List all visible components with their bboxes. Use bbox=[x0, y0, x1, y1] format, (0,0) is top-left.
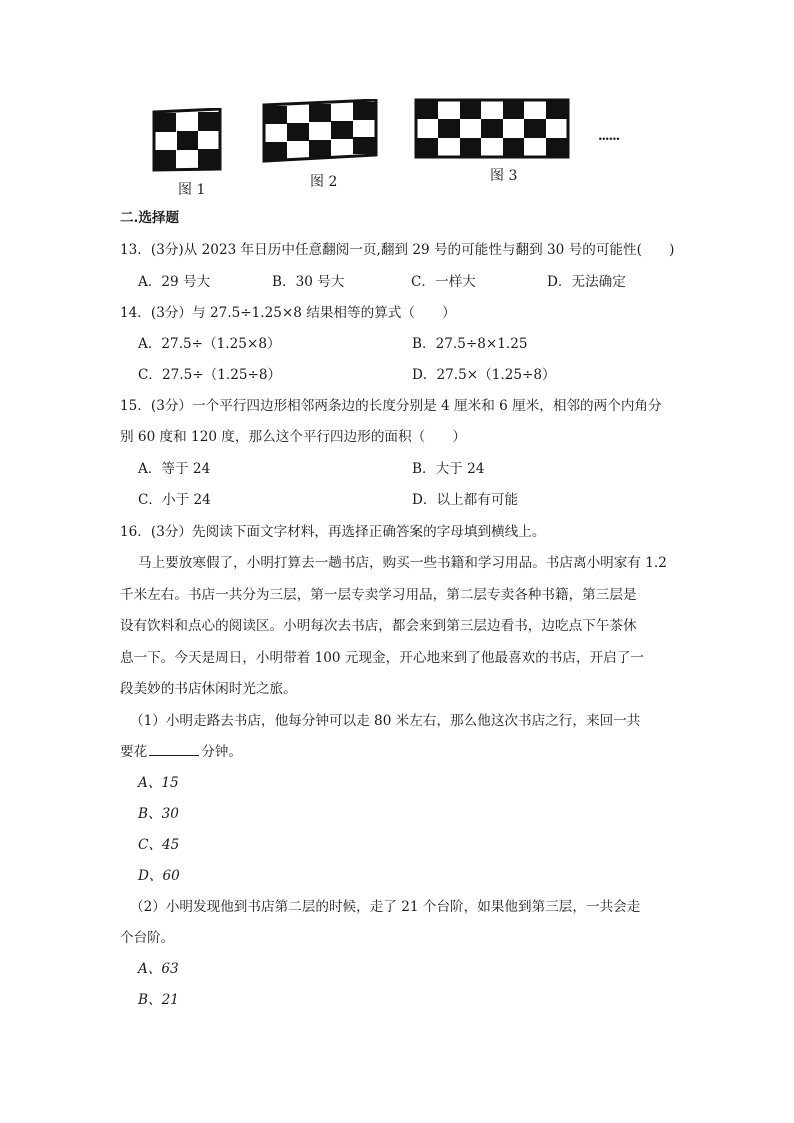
q14-option-d: D．27.5×（1.25÷8） bbox=[412, 367, 556, 383]
sub2-option-a: A、63 bbox=[138, 961, 179, 977]
sub-question-2-line2: 个台阶。 bbox=[120, 930, 175, 946]
figure-2-pattern bbox=[264, 100, 376, 161]
sub1-option-d: D、60 bbox=[138, 868, 180, 884]
question-16-stem: 16．(3分）先阅读下面文字材料，再选择正确答案的字母填到横线上。 bbox=[120, 524, 546, 540]
q13-option-b: B．30 号大 bbox=[272, 274, 345, 290]
figure-1-pattern bbox=[154, 109, 220, 170]
question-15-stem-line1: 15．(3分）一个平行四边形相邻两条边的长度分别是 4 厘米和 6 厘米，相邻的两个内角分 bbox=[120, 398, 662, 414]
passage-line-5: 段美妙的书店休闲时光之旅。 bbox=[120, 681, 297, 697]
question-13-stem: 13．(3分)从 2023 年日历中任意翻阅一页,翻到 29 号的可能性与翻到 30 号的可能性( ) bbox=[120, 242, 675, 258]
answer-blank[interactable] bbox=[149, 743, 199, 756]
question-14-stem: 14．(3分）与 27.5÷1.25×8 结果相等的算式（ ） bbox=[120, 305, 456, 321]
passage-line-1: 马上要放寒假了，小明打算去一趟书店，购买一些书籍和学习用品。书店离小明家有 1.2 bbox=[138, 555, 667, 571]
passage-line-2: 千米左右。书店一共分为三层，第一层专卖学习用品，第二层专卖各种书籍，第三层是 bbox=[120, 587, 637, 603]
q14-option-a: A．27.5÷（1.25×8） bbox=[138, 336, 281, 352]
q15-option-c: C．小于 24 bbox=[138, 492, 211, 508]
q13-option-d: D．无法确定 bbox=[547, 274, 626, 290]
figure-1-label: 图 1 bbox=[178, 182, 206, 198]
q15-option-b: B．大于 24 bbox=[412, 461, 485, 477]
figure-3 bbox=[414, 98, 570, 160]
q14-option-b: B．27.5÷8×1.25 bbox=[412, 336, 528, 352]
sub1-option-b: B、30 bbox=[138, 806, 179, 822]
figure-1 bbox=[152, 108, 222, 172]
ellipsis: ...... bbox=[598, 129, 620, 144]
sub-question-1-line1: （1）小明走路去书店，他每分钟可以走 80 米左右，那么他这次书店之行，来回一共 bbox=[130, 713, 641, 729]
figure-3-label: 图 3 bbox=[490, 168, 518, 184]
q14-option-c: C．27.5÷（1.25÷8） bbox=[138, 367, 282, 383]
q13-option-a: A．29 号大 bbox=[138, 274, 211, 290]
sub1-option-a: A、15 bbox=[138, 775, 179, 791]
section-title: 二.选择题 bbox=[120, 210, 180, 226]
passage-line-3: 设有饮料和点心的阅读区。小明每次去书店，都会来到第三层边看书，边吃点下午茶休 bbox=[120, 618, 637, 634]
sub2-option-b: B、21 bbox=[138, 992, 179, 1008]
figure-2-label: 图 2 bbox=[310, 174, 338, 190]
sub-question-1-prefix: 要花 bbox=[120, 744, 148, 760]
question-15-stem-line2: 别 60 度和 120 度，那么这个平行四边形的面积（ ） bbox=[120, 429, 466, 445]
figure-2 bbox=[262, 99, 378, 163]
sub-question-1-line2 bbox=[120, 740, 242, 760]
passage-line-4: 息一下。今天是周日，小明带着 100 元现金，开心地来到了他最喜欢的书店，开启了一 bbox=[120, 650, 644, 666]
q13-option-c: C．一样大 bbox=[411, 274, 476, 290]
sub-question-2-line1: （2）小明发现他到书店第二层的时候，走了 21 个台阶，如果他到第三层，一共会走 bbox=[130, 899, 641, 915]
sub-question-1-suffix: 分钟。 bbox=[201, 744, 242, 760]
q15-option-d: D．以上都有可能 bbox=[412, 492, 519, 508]
sub1-option-c: C、45 bbox=[138, 837, 180, 853]
q15-option-a: A．等于 24 bbox=[138, 461, 211, 477]
figure-3-pattern bbox=[416, 100, 568, 157]
